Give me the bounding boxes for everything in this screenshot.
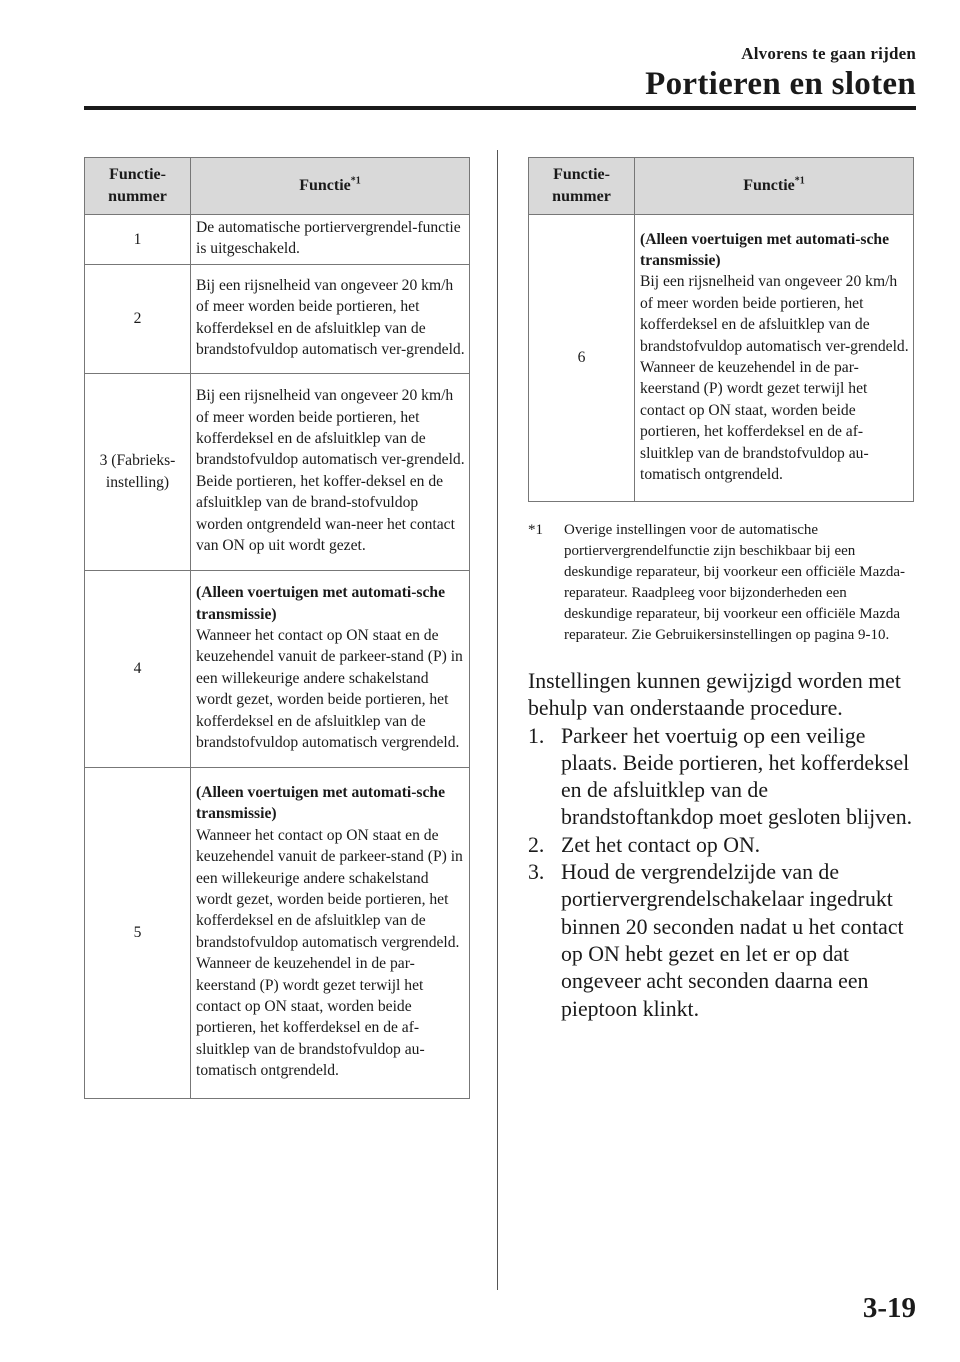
header-function: Functie$^{*1}$ <box>191 158 470 215</box>
section-label: Alvorens te gaan rijden <box>741 44 916 63</box>
function-number: 5 <box>85 767 191 1098</box>
step-number: 3. <box>528 860 545 885</box>
page-header <box>645 44 916 103</box>
header-function-number: Functie-nummer <box>85 158 191 215</box>
function-description: Bij een rijsnelheid van ongeveer 20 km/h of meer worden beide portieren, het kofferdeksel en de afsluitklep van de brandstofvuldop automatisch ver-grendeld. <box>191 264 470 373</box>
table-header-row <box>85 158 470 215</box>
function-description: Bij een rijsnelheid van ongeveer 20 km/h of meer worden beide portieren, het kofferdeksel en de afsluitklep van de brandstofvuldop automatisch ver-grendeld. Beide portieren, het koffer-deksel en de afsluitklep van de brand-stofvuldop worden ontgrendeld wan-neer het contact van ON op uit wordt gezet. <box>191 373 470 570</box>
footnote <box>528 520 918 646</box>
list-item <box>528 832 920 859</box>
list-item <box>528 723 920 832</box>
table-row <box>529 215 914 502</box>
header-function-number: Functie-nummer <box>529 158 635 215</box>
step-text: Parkeer het voertuig op een veilige plaats. Beide portieren, het kofferdeksel en de afsluitklep van de brandstoftankdop moet gesloten blijven. <box>561 723 913 830</box>
procedure-intro: Instellingen kunnen gewijzigd worden met behulp van onderstaande procedure. <box>528 669 901 721</box>
function-table-right <box>528 157 914 502</box>
function-number: 1 <box>85 215 191 265</box>
table-header-row <box>529 158 914 215</box>
step-text: Zet het contact op ON. <box>561 832 761 857</box>
list-item <box>528 859 920 1023</box>
procedure <box>528 668 920 1023</box>
step-text: Houd de vergrendelzijde van de portiervergrendelschakelaar ingedrukt binnen 20 seconden nadat u het contact op ON hebt gezet en let er op dat ongeveer acht seconden daarna een pieptoon klinkt. <box>561 860 904 1021</box>
function-description: De automatische portiervergrendel-functie is uitgeschakeld. <box>191 215 470 265</box>
column-divider <box>497 150 498 1290</box>
page-number: 3-19 <box>862 1292 916 1324</box>
table-row <box>85 373 470 570</box>
step-number: 2. <box>528 832 545 857</box>
footnote-text: Overige instellingen voor de automatische portiervergrendelfunctie zijn beschikbaar bij een deskundige reparateur, bij voorkeur een officiële Mazda-reparateur. Raadpleeg voor bijzonderheden een deskundige reparateur, bij voorkeur een officiële Mazda reparateur. Zie Gebruikersinstellingen op pagina 9-10. <box>564 522 906 643</box>
function-number: 4 <box>85 570 191 767</box>
table-row <box>85 570 470 767</box>
function-description: (Alleen voertuigen met automati-sche transmissie) Bij een rijsnelheid van ongeveer 20 km/h of meer worden beide portieren, het kofferdeksel en de afsluitklep van de brandstofvuldop automatisch ver-grendeld. Wanneer de keuzehendel in de par-keerstand (P) wordt gezet terwijl het contact op ON staat, worden beide portieren, het kofferdeksel en de af-sluitklep van de brandstofvuldop au-tomatisch ontgrendeld. <box>635 215 914 502</box>
footnote-mark: *1 <box>528 522 543 538</box>
table-row <box>85 215 470 265</box>
table-row <box>85 264 470 373</box>
function-number: 2 <box>85 264 191 373</box>
header-function: Functie$^{*1}$ <box>635 158 914 215</box>
function-table-left <box>84 157 470 1099</box>
function-description: (Alleen voertuigen met automati-sche transmissie) Wanneer het contact op ON staat en de keuzehendel vanuit de parkeer-stand (P) in een willekeurige andere schakelstand wordt gezet, worden beide portieren, het kofferdeksel en de afsluitklep van de brandstofvuldop automatisch vergrendeld. Wanneer de keuzehendel in de par-keerstand (P) wordt gezet terwijl het contact op ON staat, worden beide portieren, het kofferdeksel en de af-sluitklep van de brandstofvuldop au-tomatisch ontgrendeld. <box>191 767 470 1098</box>
procedure-steps <box>528 723 920 1023</box>
table-row <box>85 767 470 1098</box>
function-description: (Alleen voertuigen met automati-sche transmissie) Wanneer het contact op ON staat en de keuzehendel vanuit de parkeer-stand (P) in een willekeurige andere schakelstand wordt gezet, worden beide portieren, het kofferdeksel en de afsluitklep van de brandstofvuldop automatisch vergrendeld. <box>191 570 470 767</box>
page-title: Portieren en sloten <box>645 66 916 102</box>
header-rule <box>84 106 916 110</box>
step-number: 1. <box>528 723 545 748</box>
function-number: 3 (Fabrieks-instelling) <box>85 373 191 570</box>
function-number: 6 <box>529 215 635 502</box>
